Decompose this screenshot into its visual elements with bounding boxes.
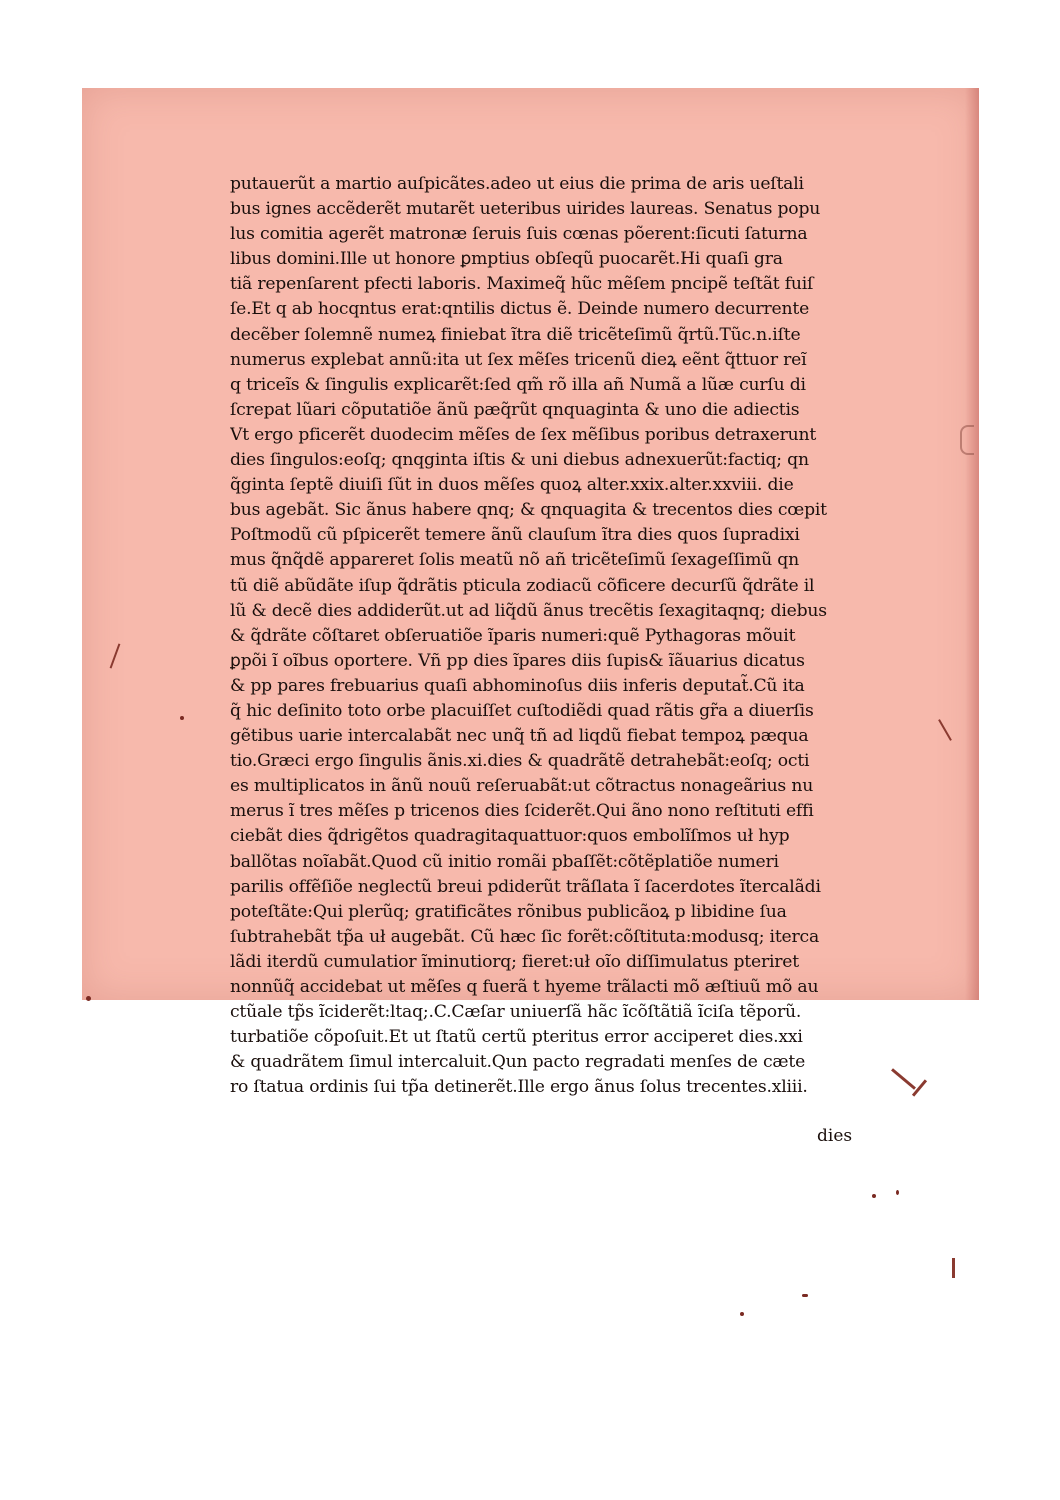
- text-line: decẽber ſolemnẽ numeꝝ finiebat ĩtra diẽ tricẽteſimũ q̃rtũ.Tũc.n.iſte: [230, 324, 801, 345]
- margin-mark: [938, 719, 952, 741]
- text-line: & q̃drãte cõſtaret obſeruatiõe ĩparis numeri:quẽ Pythagoras mõuit: [230, 625, 796, 646]
- text-line: Poſtmodũ cũ pſpicerẽt temere ãnũ clauſum ĩtra dies quos ſupradixi: [230, 525, 800, 546]
- ink-speck: [86, 996, 91, 1001]
- text-line: bus agebãt. Sic ãnus habere qnq; & qnquagita & trecentos dies cœpit: [230, 500, 827, 521]
- text-line: dies ſingulos:eoſq; qnqginta iſtis & uni diebus adnexuerũt:factiq; qn: [230, 450, 809, 471]
- ink-speck: [180, 716, 184, 720]
- manuscript-page: [82, 88, 979, 1098]
- text-line: ro ſtatua ordinis ſui tp̃a detinerẽt.Ille ergo ãnus ſolus trecentes.xliii.: [230, 1077, 808, 1098]
- text-line: parilis offẽſiõe neglectũ breui pdiderũt trãſlata ĩ ſacerdotes ĩtercalãdi: [230, 876, 821, 897]
- text-line: numerus explebat annũ:ita ut ſex mẽſes tricenũ dieꝝ eẽnt q̃ttuor reĩ: [230, 349, 807, 370]
- text-line: turbatiõe cõpoſuit.Et ut ſtatũ certũ pteritus error acciperet dies.xxi: [230, 1027, 803, 1048]
- text-line: ſcrepat lũari cõputatiõe ãnũ pæq̃rũt qnquaginta & uno die adiectis: [230, 399, 800, 420]
- text-line: Vt ergo pficerẽt duodecim mẽſes de ſex mẽſibus poribus detraxerunt: [230, 424, 817, 445]
- margin-mark: [110, 643, 121, 668]
- text-line: tũ diẽ abũdãte iſup q̃drãtis pticula zodiacũ cõficere decurſũ q̃drãte il: [230, 575, 815, 596]
- margin-mark: [952, 1258, 955, 1278]
- text-line: tio.Græci ergo ſingulis ãnis.xi.dies & quadrãtẽ detrahebãt:eoſq; octi: [230, 751, 810, 772]
- ink-speck: [896, 1190, 899, 1195]
- text-line: ſubtrahebãt tp̃a uł augebãt. Cũ hæc ſic forẽt:cõſtituta:modusq; iterca: [230, 926, 820, 947]
- text-line: merus ĩ tres mẽſes p tricenos dies ſciderẽt.Qui ãno nono reſtituti effi: [230, 801, 814, 822]
- text-line: mus q̃nq̃dẽ appareret ſolis meatũ nõ añ tricẽteſimũ ſexageſſimũ qn: [230, 550, 799, 571]
- ink-speck: [740, 1312, 744, 1316]
- text-line: bus ignes accẽderẽt mutarẽt ueteribus uirides laureas. Senatus popu: [230, 199, 821, 220]
- text-line: libus domini.Ille ut honore ꝑmptius obſeqũ puocarẽt.Hi quaſi gra: [230, 249, 783, 270]
- text-line: ctũale tp̃s ĩciderẽt:ltaq;.C.Cæſar uniuerſã hãc ĩcõſtãtiã ĩciſa tẽporũ.: [230, 1002, 802, 1023]
- margin-bracket: [960, 425, 974, 455]
- text-line: & pp pares frebuarius quaſi abhominoſus diis inferis deputat̃.Cũ ita: [230, 675, 805, 696]
- text-line: q̃ hic deſinito toto orbe placuiſſet cuſtodiẽdi quad rãtis gr̃a a diuerſis: [230, 700, 814, 721]
- text-line: q triceĩs & ſingulis explicarẽt:ſed qm̃ rõ illa añ Numã a lũæ curſu di: [230, 374, 806, 395]
- text-line: poteſtãte:Qui plerũq; gratificãtes rõnibus publicãoꝝ p libidine ſua: [230, 901, 787, 922]
- margin-mark: [891, 1068, 916, 1090]
- text-line: q̃ginta ſeptẽ diuiſi ſũt in duos mẽſes quoꝝ alter.xxix.alter.xxviii. die: [230, 475, 794, 496]
- text-line: gẽtibus uarie intercalabãt nec unq̃ tñ ad liqdũ fiebat tempoꝝ pæqua: [230, 726, 809, 747]
- text-line: lũ & decẽ dies addiderũt.ut ad liq̃dũ ãnus trecẽtis ſexagitaqnq; diebus: [230, 600, 827, 621]
- text-line: ꝑpõi ĩ oĩbus oportere. Vñ pp dies ĩpares diis ſupis& ĩãuarius dicatus: [230, 650, 805, 671]
- text-line: tiã repenſarent pfecti laboris. Maximeq̃ hũc mẽſem pncipẽ teſtãt fuiſ: [230, 274, 814, 295]
- catchword: dies: [817, 1126, 853, 1146]
- text-line: lãdi iterdũ cumulatior ĩminutiorq; fieret:uł oĩo diſſimulatus pteriret: [230, 951, 799, 972]
- text-line: lus comitia agerẽt matronæ ſeruis ſuis cœnas põerent:ſicuti ſaturna: [230, 224, 808, 245]
- text-line: es multiplicatos in ãnũ nouũ reſeruabãt:ut cõtractus nonageãrius nu: [230, 776, 814, 797]
- text-line: & quadrãtem ſimul intercaluit.Qun pacto regradati menſes de cæte: [230, 1052, 806, 1073]
- page-edge-shadow: [965, 88, 979, 1000]
- text-line: ſe.Et q ab hocqntus erat:qntilis dictus ẽ. Deinde numero decurrente: [230, 299, 810, 320]
- text-line: nonnũq̃ accidebat ut mẽſes q fuerã t hyeme trãlacti mõ æſtiuũ mõ au: [230, 977, 819, 997]
- text-line: putauerũt a martio auſpicãtes.adeo ut eius die prima de aris ueſtali: [230, 174, 804, 194]
- body-text: [230, 172, 880, 1100]
- text-line: ciebãt dies q̃drigẽtos quadragitaquattuor:quos embolĩſmos uł hyp: [230, 826, 790, 847]
- ink-speck: [802, 1294, 808, 1297]
- ink-speck: [872, 1194, 876, 1198]
- text-line: ballõtas noĩabãt.Quod cũ initio romãi pbaſſẽt:cõtẽplatiõe numeri: [230, 851, 779, 872]
